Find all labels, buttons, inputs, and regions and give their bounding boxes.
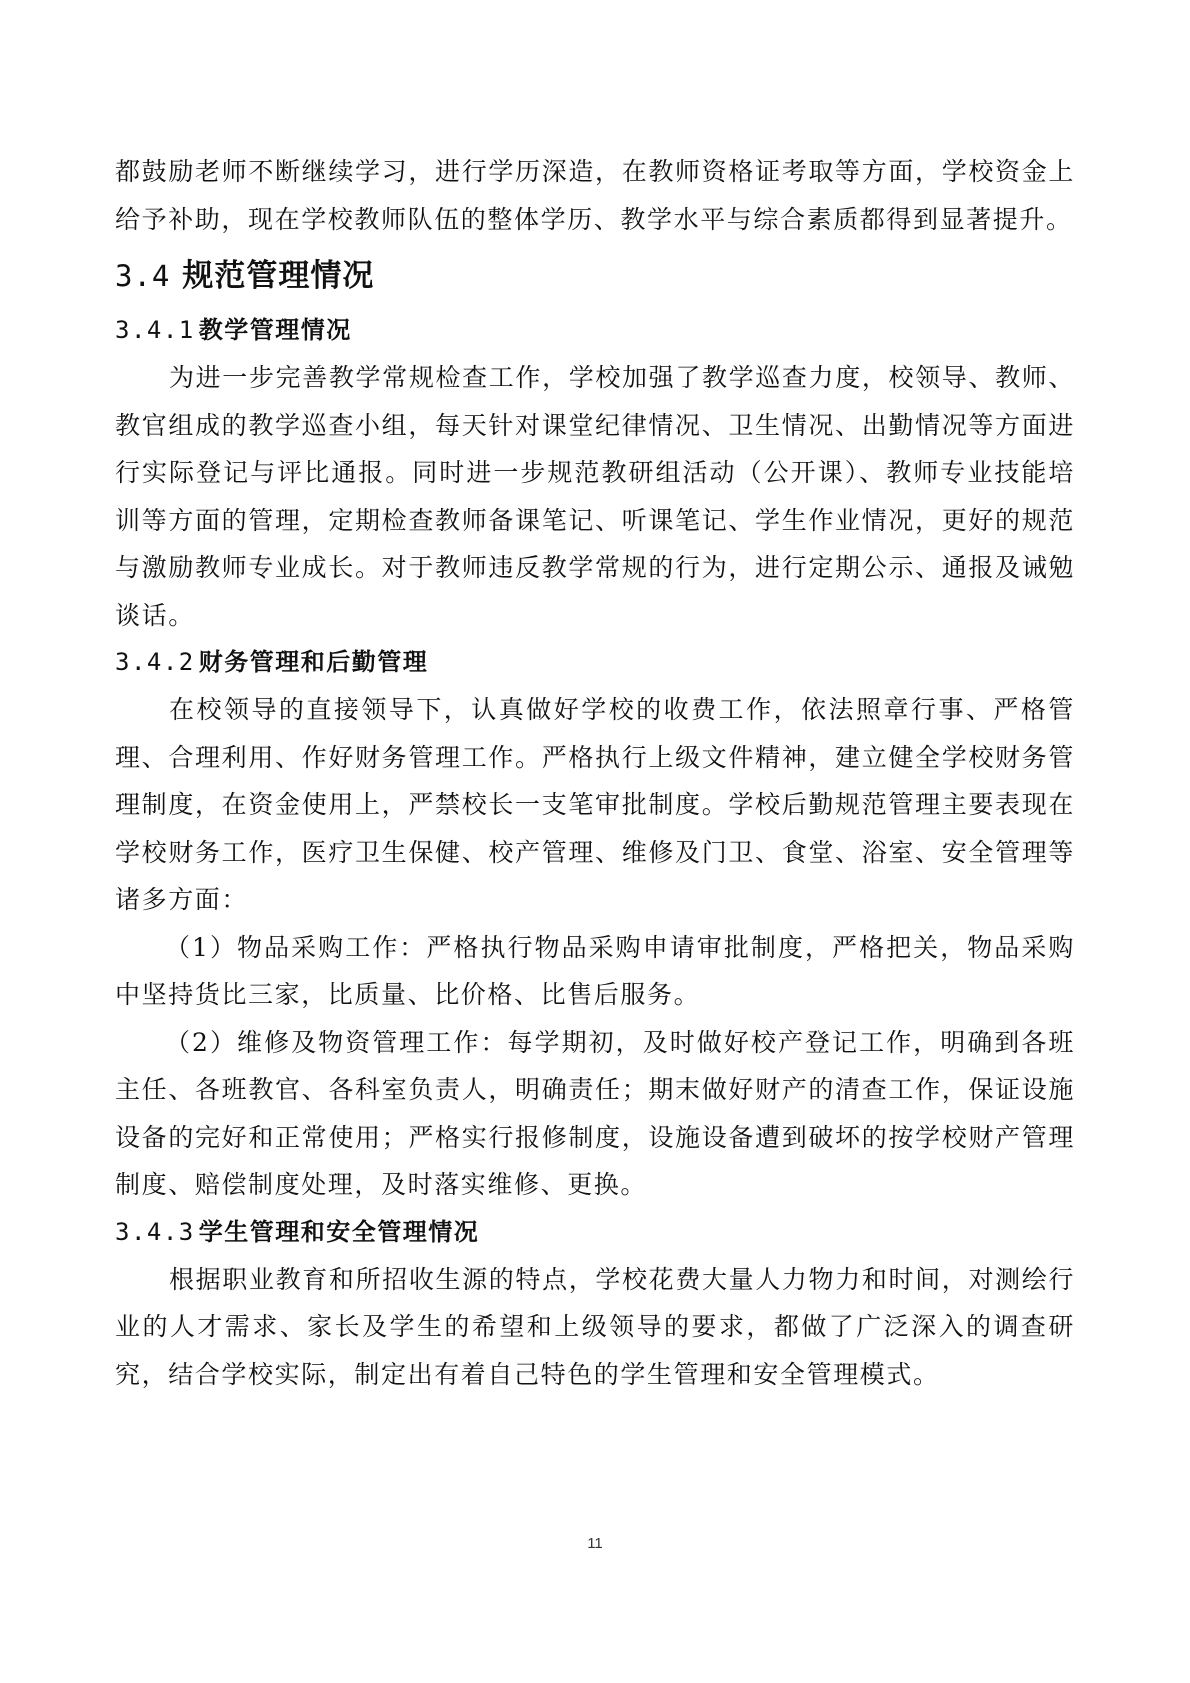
intro-paragraph: 都鼓励老师不断继续学习，进行学历深造，在教师资格证考取等方面，学校资金上给予补助，现在学校教师队伍的整体学历、教学水平与综合素质都得到显著提升。 [115, 157, 1075, 234]
subsection-number: 3.4.3 [115, 1217, 195, 1246]
page-content [115, 148, 1075, 1398]
section-number: 3.4 [115, 259, 171, 293]
subsection-heading-finance [115, 639, 1075, 686]
students-paragraph: 根据职业教育和所招收生源的特点，学校花费大量人力物力和时间，对测绘行业的人才需求、家长及学生的希望和上级领导的要求，都做了广泛深入的调查研究，结合学校实际，制定出有着自己特色的学生管理和安全管理模式。 [115, 1264, 1075, 1389]
subsection-heading-teaching [115, 307, 1075, 354]
subsection-title: 学生管理和安全管理情况 [198, 1217, 480, 1246]
finance-paragraph: 在校领导的直接领导下，认真做好学校的收费工作，依法照章行事、严格管理、合理利用、作好财务管理工作。严格执行上级文件精神，建立健全学校财务管理制度，在资金使用上，严禁校长一支笔审批制度。学校后勤规范管理主要表现在学校财务工作，医疗卫生保健、校产管理、维修及门卫、食堂、浴室、安全管理等诸多方面： [115, 695, 1075, 914]
subsection-heading-students [115, 1209, 1075, 1256]
subsection-number: 3.4.1 [115, 316, 195, 344]
teaching-paragraph: 为进一步完善教学常规检查工作，学校加强了教学巡查力度，校领导、教师、教官组成的教学巡查小组，每天针对课堂纪律情况、卫生情况、出勤情况等方面进行实际登记与评比通报。同时进一步规范教研组活动（公开课）、教师专业技能培训等方面的管理，定期检查教师备课笔记、听课笔记、学生作业情况，更好的规范与激励教师专业成长。对于教师违反教学常规的行为，进行定期公示、通报及诫勉谈话。 [115, 363, 1075, 630]
subsection-title: 教学管理情况 [198, 316, 352, 344]
page-number: 11 [587, 1535, 603, 1552]
finance-item-maintenance: （2）维修及物资管理工作：每学期初，及时做好校产登记工作，明确到各班主任、各班教官、各科室负责人，明确责任；期末做好财产的清查工作，保证设施设备的完好和正常使用；严格实行报修制度，设施设备遭到破坏的按学校财产管理制度、赔偿制度处理，及时落实维修、更换。 [115, 1027, 1075, 1199]
subsection-number: 3.4.2 [115, 648, 195, 676]
subsection-title: 财务管理和后勤管理 [198, 648, 429, 676]
finance-item-purchasing: （1）物品采购工作：严格执行物品采购申请审批制度，严格把关，物品采购中坚持货比三家，比质量、比价格、比售后服务。 [115, 932, 1075, 1009]
section-heading [115, 253, 1075, 299]
section-title: 规范管理情况 [182, 258, 375, 294]
